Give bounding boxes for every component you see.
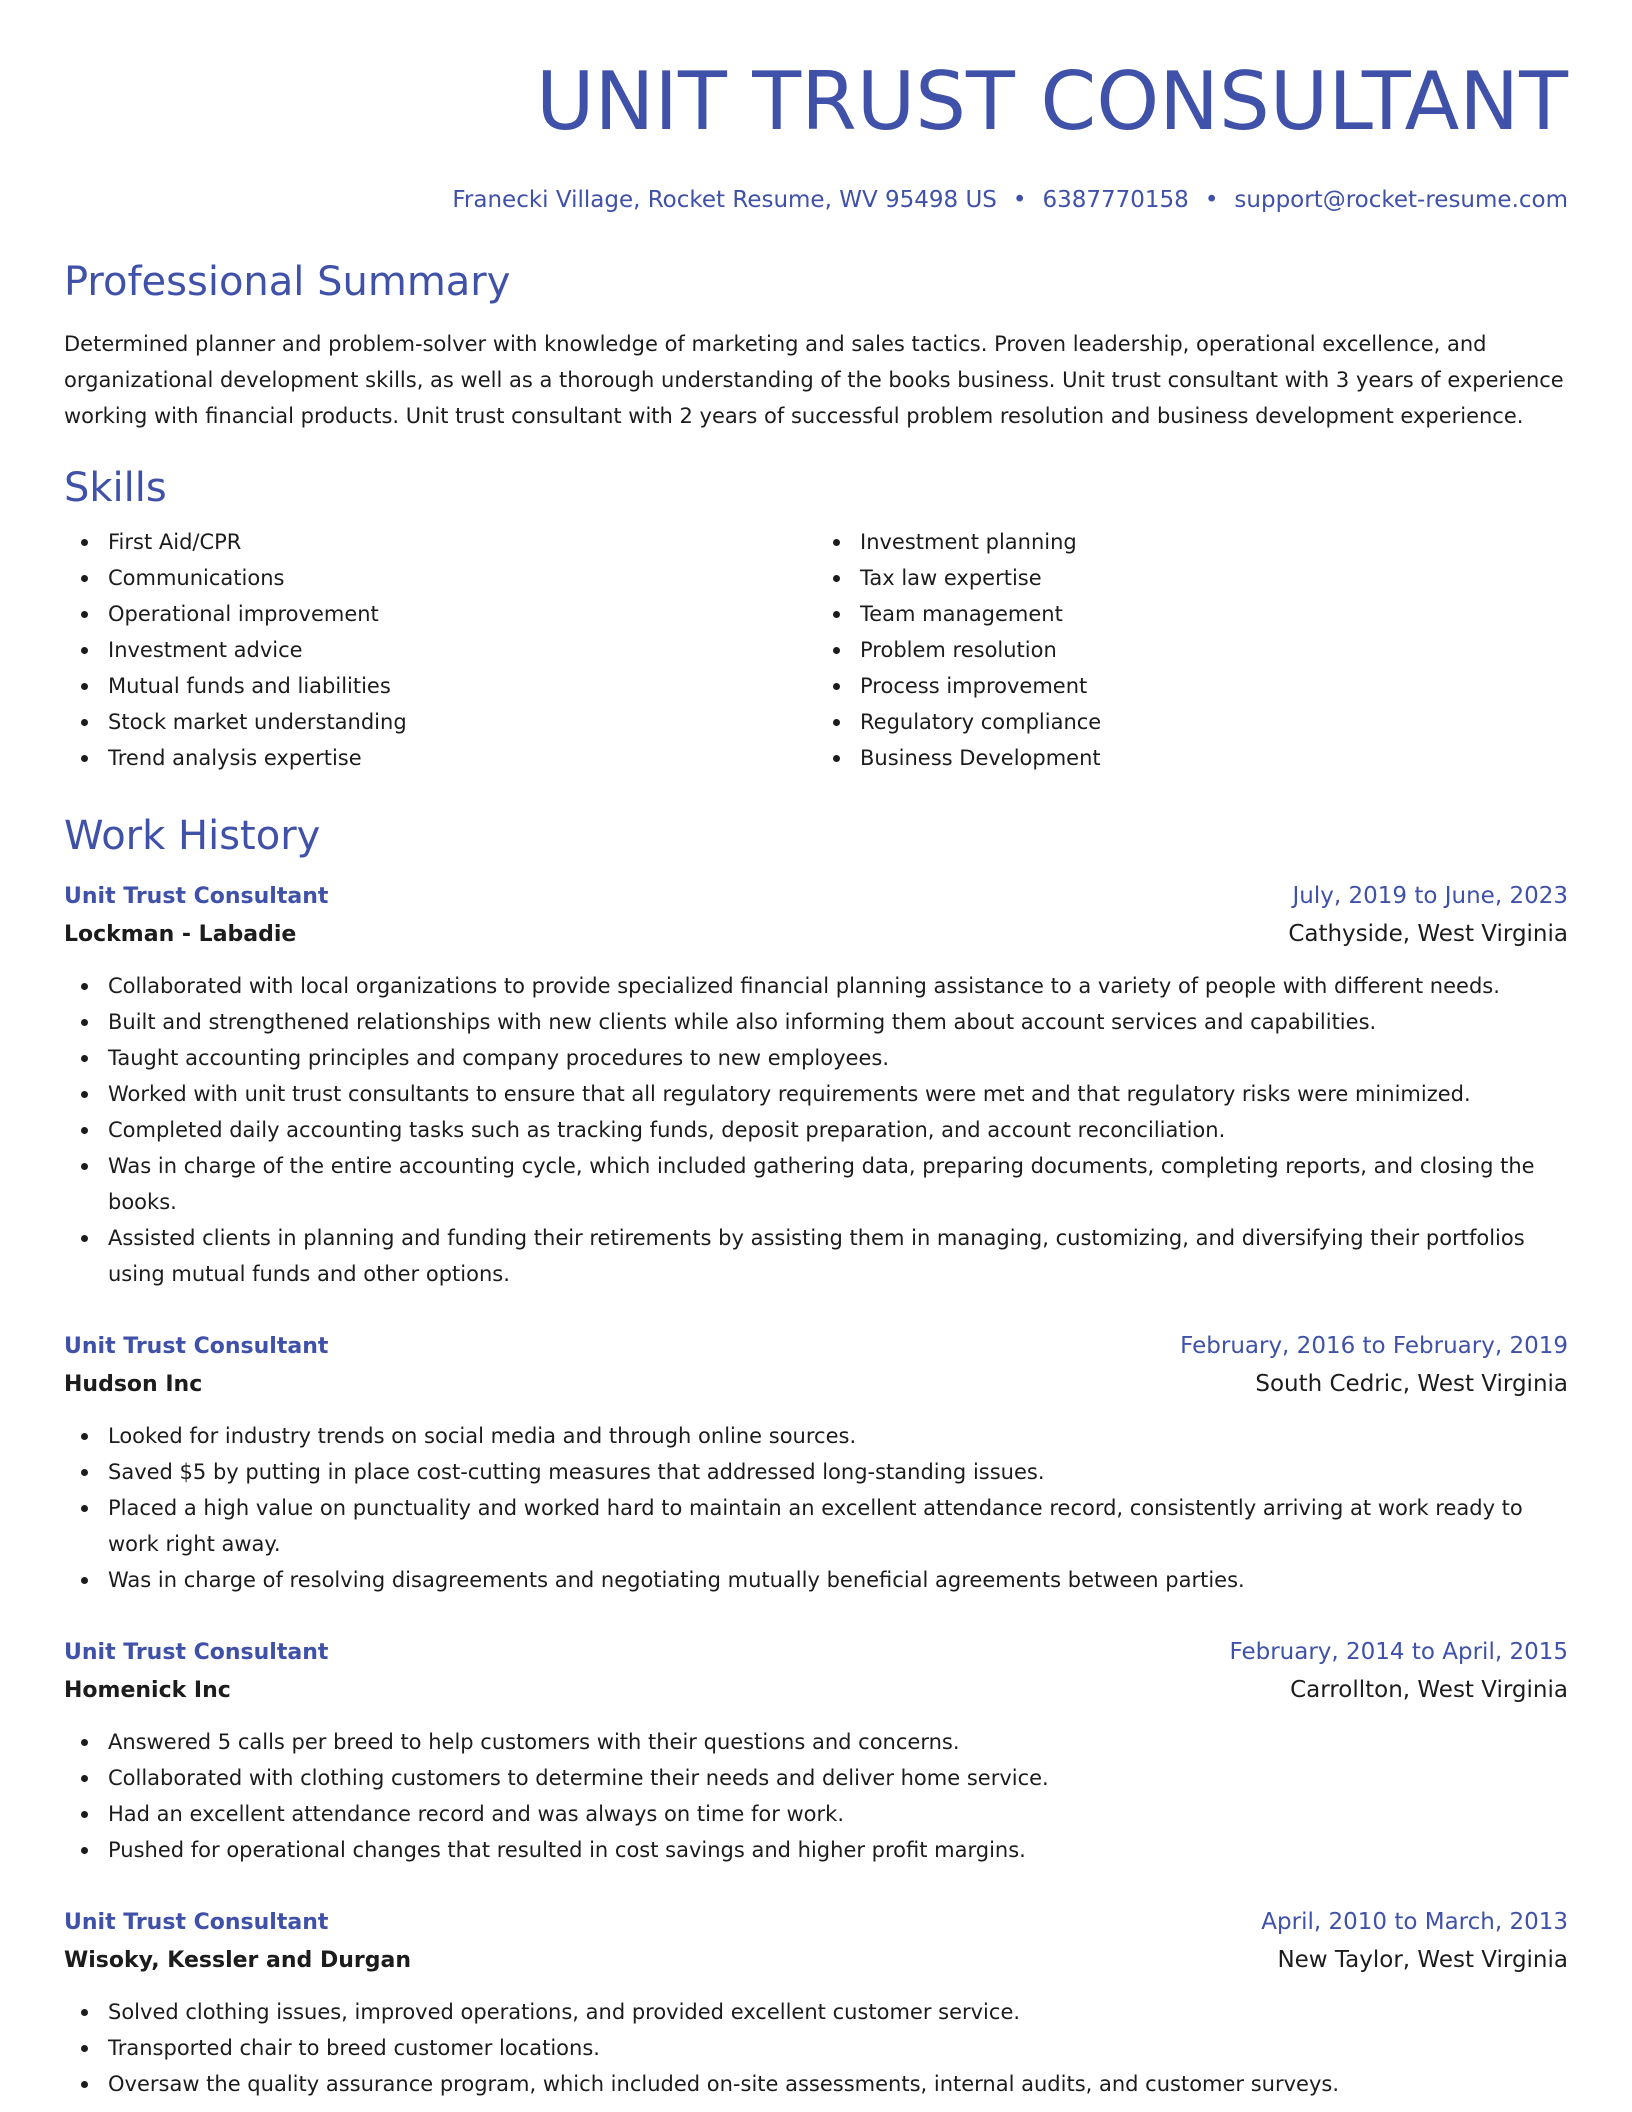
contact-address: Franecki Village, Rocket Resume, WV 95498 US	[452, 187, 997, 213]
job-title: Unit Trust Consultant	[64, 884, 329, 909]
job-entry	[64, 1904, 1568, 2102]
job-bullet: Taught accounting principles and company procedures to new employees.	[108, 1040, 1568, 1076]
job-dates: July, 2019 to June, 2023	[1292, 883, 1568, 909]
skill-item: Team management	[860, 596, 1568, 632]
job-bullets	[64, 1994, 1568, 2102]
job-bullet: Was in charge of resolving disagreements and negotiating mutually beneficial agreements between parties.	[108, 1562, 1568, 1598]
job-dates: February, 2014 to April, 2015	[1229, 1639, 1568, 1665]
job-entry	[64, 878, 1568, 1292]
job-bullet: Solved clothing issues, improved operations, and provided excellent customer service.	[108, 1994, 1568, 2030]
job-bullet: Transported chair to breed customer locations.	[108, 2030, 1568, 2066]
work-history-heading: Work History	[64, 813, 321, 859]
job-bullet: Worked with unit trust consultants to ensure that all regulatory requirements were met and that regulatory risks were minimized.	[108, 1076, 1568, 1112]
skills-heading: Skills	[64, 465, 167, 511]
contact-separator: •	[1012, 187, 1027, 213]
job-entry	[64, 1328, 1568, 1598]
job-dates: April, 2010 to March, 2013	[1261, 1909, 1568, 1935]
summary-heading: Professional Summary	[64, 259, 511, 305]
job-bullet: Pushed for operational changes that resulted in cost savings and higher profit margins.	[108, 1832, 1568, 1868]
skills-column-right	[816, 524, 1568, 776]
job-title: Unit Trust Consultant	[64, 1910, 329, 1935]
job-title: Unit Trust Consultant	[64, 1640, 329, 1665]
skill-item: Investment advice	[108, 632, 816, 668]
skill-item: Regulatory compliance	[860, 704, 1568, 740]
skill-item: Investment planning	[860, 524, 1568, 560]
job-bullets	[64, 1418, 1568, 1598]
contact-line	[64, 184, 1568, 216]
job-bullet: Assisted clients in planning and funding their retirements by assisting them in managing, customizing, and diversifying their portfolios using mutual funds and other options.	[108, 1220, 1568, 1292]
job-location: Cathyside, West Virginia	[1288, 921, 1568, 947]
job-bullet: Built and strengthened relationships with new clients while also informing them about account services and capabilities.	[108, 1004, 1568, 1040]
job-entry	[64, 1634, 1568, 1868]
job-company: Hudson Inc	[64, 1372, 203, 1397]
job-company: Homenick Inc	[64, 1678, 231, 1703]
skill-item: Problem resolution	[860, 632, 1568, 668]
skill-item: Mutual funds and liabilities	[108, 668, 816, 704]
job-company: Lockman - Labadie	[64, 922, 297, 947]
job-company: Wisoky, Kessler and Durgan	[64, 1948, 411, 1973]
job-bullet: Collaborated with clothing customers to determine their needs and deliver home service.	[108, 1760, 1568, 1796]
job-bullet: Oversaw the quality assurance program, which included on-site assessments, internal audits, and customer surveys.	[108, 2066, 1568, 2102]
resume-page	[64, 0, 1568, 2102]
skill-item: First Aid/CPR	[108, 524, 816, 560]
contact-separator: •	[1204, 187, 1219, 213]
skill-item: Operational improvement	[108, 596, 816, 632]
job-bullet: Completed daily accounting tasks such as tracking funds, deposit preparation, and account reconciliation.	[108, 1112, 1568, 1148]
skill-item: Tax law expertise	[860, 560, 1568, 596]
job-location: Carrollton, West Virginia	[1290, 1677, 1568, 1703]
summary-text: Determined planner and problem-solver with knowledge of marketing and sales tactics. Proven leadership, operational excellence, and organizational development skills, as well as a thorough understanding of the books business. Unit trust consultant with 3 years of experience working with financial products. Unit trust consultant with 2 years of successful problem resolution and business development experience.	[64, 332, 1564, 428]
contact-phone[interactable]: 6387770158	[1042, 187, 1189, 213]
job-bullet: Had an excellent attendance record and was always on time for work.	[108, 1796, 1568, 1832]
job-title: Unit Trust Consultant	[64, 1334, 329, 1359]
skill-item: Business Development	[860, 740, 1568, 776]
job-location: New Taylor, West Virginia	[1277, 1947, 1568, 1973]
skills-column-left	[64, 524, 816, 776]
job-bullet: Saved $5 by putting in place cost-cutting measures that addressed long-standing issues.	[108, 1454, 1568, 1490]
contact-email[interactable]: support@rocket-resume.com	[1234, 187, 1568, 213]
job-bullet: Looked for industry trends on social media and through online sources.	[108, 1418, 1568, 1454]
job-bullets	[64, 1724, 1568, 1868]
skill-item: Process improvement	[860, 668, 1568, 704]
job-bullet: Was in charge of the entire accounting cycle, which included gathering data, preparing documents, completing reports, and closing the books.	[108, 1148, 1568, 1220]
job-bullet: Answered 5 calls per breed to help customers with their questions and concerns.	[108, 1724, 1568, 1760]
job-location: South Cedric, West Virginia	[1255, 1371, 1568, 1397]
skill-item: Trend analysis expertise	[108, 740, 816, 776]
skill-item: Communications	[108, 560, 816, 596]
resume-name: UNIT TRUST CONSULTANT	[535, 55, 1568, 148]
skills-list	[64, 524, 1568, 776]
job-dates: February, 2016 to February, 2019	[1180, 1333, 1568, 1359]
job-bullets	[64, 968, 1568, 1292]
job-bullet: Placed a high value on punctuality and worked hard to maintain an excellent attendance record, consistently arriving at work ready to work right away.	[108, 1490, 1568, 1562]
skill-item: Stock market understanding	[108, 704, 816, 740]
job-bullet: Collaborated with local organizations to provide specialized financial planning assistance to a variety of people with different needs.	[108, 968, 1568, 1004]
